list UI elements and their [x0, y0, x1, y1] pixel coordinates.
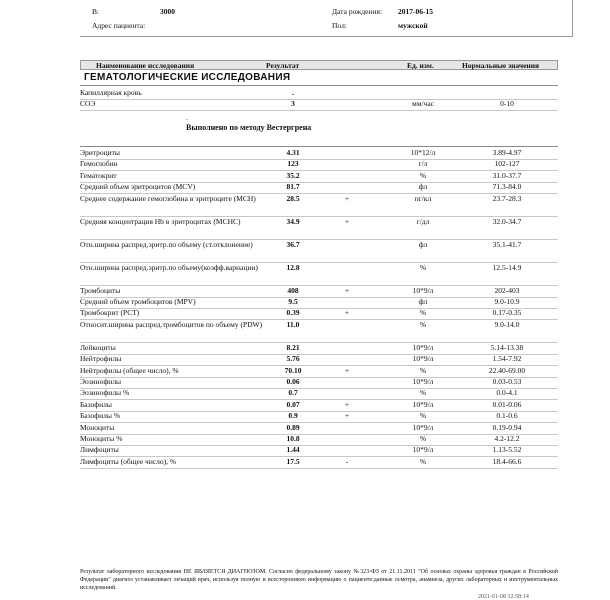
test-name: Нейтрофилы — [80, 354, 122, 364]
test-unit: % — [419, 456, 427, 466]
test-result: . — [292, 88, 294, 97]
test-norm: 4.2-12.2 — [494, 434, 520, 443]
test-result: 0.39 — [286, 308, 300, 318]
test-result: 9.5 — [288, 297, 298, 306]
test-norm: 0.01-0.06 — [492, 399, 522, 409]
test-name: Базофилы — [80, 399, 112, 409]
test-name: Базофилы % — [80, 411, 121, 421]
test-norm: 202-403 — [494, 285, 520, 295]
test-name: Моноциты % — [80, 434, 123, 443]
test-result: 81.7 — [286, 182, 300, 192]
test-result: 8.21 — [286, 342, 300, 352]
test-result: 0.9 — [288, 411, 298, 421]
col-header-unit: Ед. изм. — [407, 60, 434, 70]
test-norm: 5.14-13.38 — [490, 342, 524, 352]
test-norm: 102-127 — [494, 159, 520, 169]
test-name: Средняя концентрация Hb в эритроцитах (MCHC) — [80, 216, 241, 226]
test-result: 4.31 — [286, 148, 300, 157]
test-unit: фл — [418, 182, 428, 192]
test-name: Относит.ширина распред.тромбоцитов по объему (PDW) — [80, 319, 263, 329]
test-result: 12.8 — [286, 262, 300, 272]
test-name: Отн.ширина распред.эритр.по объему (ст.отклонение) — [80, 239, 253, 249]
row-divider — [80, 110, 558, 111]
test-name: Лимфоциты (общее число), % — [80, 456, 177, 466]
test-result: 408 — [287, 285, 299, 295]
test-norm: 9.0-14.0 — [494, 319, 520, 329]
test-result: 3 — [291, 99, 295, 108]
section-divider — [80, 85, 558, 86]
test-unit: фл — [418, 297, 428, 306]
test-unit: % — [419, 411, 427, 421]
test-name: Средний объем эритроцитов (MCV) — [80, 182, 196, 192]
test-norm: 0.17-0.35 — [492, 308, 522, 318]
test-norm: 35.1-41.7 — [492, 239, 522, 249]
test-result: 17.5 — [286, 456, 300, 466]
test-name: Тромбоциты — [80, 285, 121, 295]
sex-label: Пол: — [332, 21, 347, 30]
disclaimer-text: Результат лабораторного исследования НЕ ЯВЛЯЕТСЯ ДИАГНОЗОМ. Согласно федеральному закону №323-ФЗ от 21.11.2011 "Об основах охраны здоровья граждан в Российской Федерации" диагноз устанавливает лечащий врач, используя полную и всестороннюю информацию о пациенте:данные осмотра, анамнеза, других лабораторных и инструментальных исследований. — [80, 569, 558, 592]
test-norm: 1.54-7.92 — [492, 354, 522, 364]
results-divider — [80, 146, 558, 147]
test-name: Тромбокрит (PCT) — [80, 308, 140, 318]
test-name: Эозинофилы % — [80, 388, 130, 398]
test-norm: 0.0-4.1 — [496, 388, 518, 398]
col-header-result: Результат — [266, 60, 300, 70]
test-unit: 10*12/л — [410, 148, 436, 157]
test-norm: 9.0-10.9 — [494, 297, 520, 306]
test-name: Средний объем тромбоцитов (MPV) — [80, 297, 196, 306]
dob-label: Дата рождения: — [332, 7, 383, 16]
test-name: Моноциты — [80, 422, 115, 432]
test-name: Гематокрит — [80, 170, 117, 180]
test-result: 1.44 — [286, 445, 300, 455]
test-result: 0.7 — [288, 388, 298, 398]
test-result: 34.9 — [286, 216, 300, 226]
test-result: 35.2 — [286, 170, 300, 180]
dot-note: . — [186, 113, 188, 122]
test-unit: пг/кл — [414, 193, 432, 203]
test-norm: 32.0-34.7 — [492, 216, 522, 226]
test-flag: + — [344, 285, 350, 295]
test-unit: 10*9/л — [412, 285, 434, 295]
method-note: Выполнено по методу Вестергрена — [186, 123, 312, 132]
test-name: Нейтрофилы (общее число), % — [80, 365, 179, 375]
test-result: 70.10 — [284, 365, 302, 375]
test-unit: 10*9/л — [412, 377, 434, 386]
test-name: СОЭ — [80, 99, 96, 108]
test-name: Гемоглобин — [80, 159, 118, 169]
address-label: Адрес пациента: — [92, 21, 146, 30]
test-result: 28.5 — [286, 193, 300, 203]
test-result: 36.7 — [286, 239, 300, 249]
dob-value: 2017-06-15 — [398, 7, 433, 16]
test-name: Эозинофилы — [80, 377, 122, 386]
test-norm: 31.0-37.7 — [492, 170, 522, 180]
test-flag: + — [344, 399, 350, 409]
test-result: 0.89 — [286, 422, 300, 432]
print-timestamp: 2021-01-08 12:58:14 — [478, 594, 529, 600]
test-unit: % — [419, 365, 427, 375]
test-unit: 10*9/л — [412, 445, 434, 455]
test-result: 0.06 — [286, 377, 300, 386]
test-norm: 18.4-66.6 — [492, 456, 522, 466]
section-title: ГЕМАТОЛОГИЧЕСКИЕ ИССЛЕДОВАНИЯ — [84, 72, 291, 83]
v-value: 3000 — [160, 7, 175, 16]
v-label: В: — [92, 7, 100, 16]
col-header-norm: Нормальные значения — [462, 60, 540, 70]
test-unit: фл — [418, 239, 428, 249]
test-norm: 12.5-14.9 — [492, 262, 522, 272]
test-flag: + — [344, 216, 350, 226]
test-name: Лейкоциты — [80, 342, 116, 352]
test-unit: 10*9/л — [412, 342, 434, 352]
test-name: Эритроциты — [80, 148, 120, 157]
test-unit: % — [419, 262, 427, 272]
test-name: Лимфоциты — [80, 445, 119, 455]
test-flag: + — [344, 193, 350, 203]
test-norm: 23.7-28.3 — [492, 193, 522, 203]
test-flag: - — [345, 456, 349, 466]
test-name: Среднее содержание гемоглобина в эритроците (MCH) — [80, 193, 256, 203]
test-name: Отн.ширина распред.эритр.по объему(коэфф.вариации) — [80, 262, 258, 272]
patient-info-box — [80, 0, 573, 37]
test-norm: 71.3-84.0 — [492, 182, 522, 192]
test-result: 10.8 — [286, 434, 300, 443]
test-norm: 0.1-0.6 — [496, 411, 518, 421]
test-unit: 10*9/л — [412, 399, 434, 409]
test-result: 5.76 — [286, 354, 300, 364]
test-norm: 0.03-0.53 — [492, 377, 522, 386]
test-unit: 10*9/л — [412, 422, 434, 432]
test-unit: 10*9/л — [412, 354, 434, 364]
test-norm: 1.13-5.52 — [492, 445, 522, 455]
test-flag: + — [344, 308, 350, 318]
test-result: 0.07 — [286, 399, 300, 409]
test-unit: % — [419, 319, 427, 329]
test-unit: % — [419, 308, 427, 318]
col-header-name: Наименование исследования — [96, 60, 195, 70]
row-divider — [80, 468, 558, 469]
test-unit: % — [419, 170, 427, 180]
test-unit: % — [419, 434, 427, 443]
test-unit: % — [419, 388, 427, 398]
test-unit: г/дл — [416, 216, 430, 226]
test-norm: 0.19-0.94 — [492, 422, 522, 432]
test-name: Капиллярная кровь — [80, 88, 142, 97]
test-norm: 22.40-69.00 — [488, 365, 526, 375]
test-flag: + — [344, 411, 350, 421]
test-result: 11.0 — [286, 319, 300, 329]
test-result: 123 — [287, 159, 299, 169]
test-unit: г/л — [418, 159, 428, 169]
test-norm: 3.89-4.97 — [492, 148, 522, 157]
sex-value: мужской — [398, 21, 428, 30]
test-norm: 0-10 — [500, 99, 514, 108]
test-unit: мм/час — [411, 99, 434, 108]
test-flag: + — [344, 365, 350, 375]
